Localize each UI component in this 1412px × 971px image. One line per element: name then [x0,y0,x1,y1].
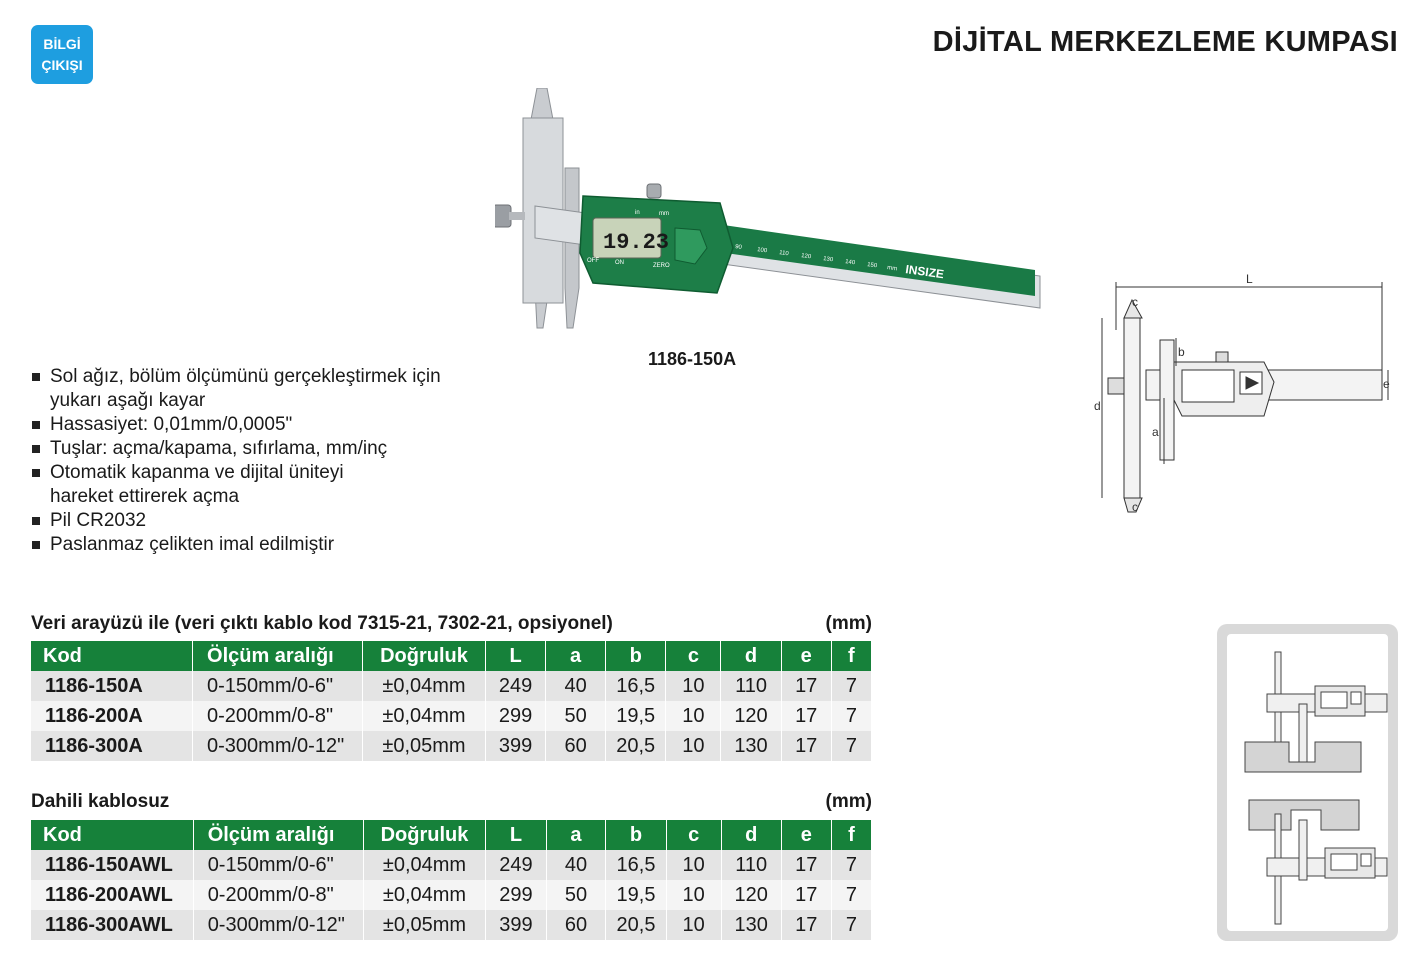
usage-illustrations [1227,634,1388,931]
label-L: L [1246,272,1253,286]
scale-label: 120 [800,253,812,261]
label-d: d [1094,399,1101,413]
header-range: Ölçüm aralığı [193,641,363,671]
table-row [31,701,872,731]
scale-label: 140 [844,259,856,267]
on-label: ON [615,260,624,266]
cell-accuracy: ±0,05mm [363,731,486,761]
header-c: c [666,641,721,671]
feature-text: Paslanmaz çelikten imal edilmiştir [50,534,335,555]
cell-c: 10 [666,671,721,701]
scale-label: mm [886,265,898,273]
label-e: e [1383,377,1390,391]
cell-range: 0-150mm/0-6" [193,671,363,701]
cell-b: 19,5 [606,701,666,731]
diagram-jaw [1160,340,1174,460]
scale-label: 100 [756,247,768,255]
feature-text: Hassasiyet: 0,01mm/0,0005" [50,414,293,435]
scale-label: 110 [778,250,790,258]
label-c-bottom: c [1132,500,1138,514]
feature-item [30,437,510,461]
photo-caption: 1186-150A [648,349,737,369]
header-kod: Kod [31,820,193,850]
feature-item [30,365,510,413]
cell-L: 249 [486,850,546,880]
cell-e: 17 [781,701,831,731]
cell-e: 17 [781,850,831,880]
header-range: Ölçüm aralığı [193,820,363,850]
cell-L: 249 [485,671,545,701]
header-f: f [831,820,871,850]
cell-a: 60 [546,910,606,940]
table-row [31,731,872,761]
section1-unit: (mm) [825,613,872,634]
cell-c: 10 [666,731,721,761]
feature-text: Sol ağız, bölüm ölçümünü gerçekleştirmek için [50,366,441,387]
table-row [31,880,872,910]
dimension-diagram [1086,270,1396,520]
unit-in-label: in [635,210,640,216]
cell-range: 0-200mm/0-8" [193,880,363,910]
feature-item [30,461,510,509]
clamp-screw [509,212,525,220]
feature-item [30,509,510,533]
header-e: e [781,641,831,671]
table-row [31,850,872,880]
cell-c: 10 [666,910,721,940]
header-d: d [721,820,781,850]
page-title: DİJİTAL MERKEZLEME KUMPASI [932,26,1398,58]
cell-f: 7 [831,671,871,701]
cell-range: 0-300mm/0-12" [193,910,363,940]
cell-a: 60 [546,731,606,761]
header-L: L [486,820,546,850]
diagram-knob [1108,378,1124,394]
cell-f: 7 [831,910,871,940]
cell-L: 399 [486,910,546,940]
cell-f: 7 [831,731,871,761]
scale-label: 130 [822,256,834,264]
spec-table-data-interface [31,641,872,761]
header-b: b [606,820,666,850]
cell-a: 40 [546,671,606,701]
feature-text: Tuşlar: açma/kapama, sıfırlama, mm/inç [50,438,388,459]
feature-item [30,413,510,437]
right-jaw [565,168,579,328]
cell-kod: 1186-300A [31,731,193,761]
usage-illustration-panel [1217,624,1398,941]
unit-mm-label: mm [659,211,669,217]
cell-accuracy: ±0,04mm [363,701,486,731]
cell-range: 0-200mm/0-8" [193,701,363,731]
cell-accuracy: ±0,05mm [363,910,486,940]
usage-jaw-top [1299,704,1307,762]
off-label: OFF [587,258,599,264]
cell-accuracy: ±0,04mm [363,671,486,701]
section2-unit: (mm) [825,791,872,812]
cell-b: 20,5 [606,910,666,940]
cell-e: 17 [781,731,831,761]
cell-e: 17 [781,671,831,701]
header-c: c [666,820,721,850]
spec-table-wireless [31,820,872,940]
usage-lcd-top [1321,692,1347,708]
cell-c: 10 [666,850,721,880]
cell-d: 120 [721,880,781,910]
cell-e: 17 [781,880,831,910]
feature-text: hareket ettirerek açma [50,486,240,507]
header-kod: Kod [31,641,193,671]
cell-d: 120 [721,701,781,731]
cell-L: 299 [485,701,545,731]
feature-text: Pil CR2032 [50,510,147,531]
cell-range: 0-300mm/0-12" [193,731,363,761]
cell-accuracy: ±0,04mm [363,850,486,880]
cell-c: 10 [666,701,721,731]
header-a: a [546,641,606,671]
cell-b: 19,5 [606,880,666,910]
table-header-row [31,820,872,850]
cell-c: 10 [666,880,721,910]
section2-title: Dahili kablosuz [31,791,170,812]
feature-item [30,533,510,557]
section1-title: Veri arayüzü ile (veri çıktı kablo kod 7315-21, 7302-21, opsiyonel) [31,613,613,634]
usage-illustration-frame [1227,634,1388,931]
lcd-reading: 19.23 [603,230,670,255]
usage-btn-bottom [1361,854,1371,866]
header-accuracy: Doğruluk [363,820,486,850]
cell-L: 299 [486,880,546,910]
caliper-photo [495,88,1045,338]
cell-a: 50 [546,880,606,910]
usage-btn-top [1351,692,1361,704]
usage-jaw-bottom [1299,820,1307,880]
badge-line-1: BİLGİ [43,35,81,52]
header-accuracy: Doğruluk [363,641,486,671]
scale-label: 90 [734,244,743,251]
header-e: e [781,820,831,850]
brand-label: INSIZE [904,262,945,282]
cell-a: 40 [546,850,606,880]
diagram-wheel [1216,352,1228,362]
feature-list [30,365,510,557]
feature-text: Otomatik kapanma ve dijital üniteyi [50,462,344,483]
feature-text: yukarı aşağı kayar [50,390,206,411]
cell-d: 130 [721,731,781,761]
header-f: f [831,641,871,671]
header-b: b [606,641,666,671]
cell-L: 399 [485,731,545,761]
zero-label: ZERO [653,263,670,269]
table-row [31,910,872,940]
usage-lcd-bottom [1331,854,1357,870]
cell-f: 7 [831,880,871,910]
cell-kod: 1186-300AWL [31,910,193,940]
cell-b: 16,5 [606,671,666,701]
table-row [31,671,872,701]
label-c-top: c [1132,295,1138,309]
fine-adjust-wheel [647,184,661,198]
cell-accuracy: ±0,04mm [363,880,486,910]
cell-f: 7 [831,701,871,731]
header-d: d [721,641,781,671]
diagram-lcd [1182,370,1234,402]
cell-d: 110 [721,850,781,880]
scale-label: 150 [866,262,878,270]
badge-line-2: ÇIKIŞI [41,56,83,73]
cell-kod: 1186-200AWL [31,880,193,910]
cell-b: 16,5 [606,850,666,880]
cell-f: 7 [831,850,871,880]
info-output-badge [31,25,93,84]
cell-range: 0-150mm/0-6" [193,850,363,880]
header-a: a [546,820,606,850]
diagram-depth-bar [1124,318,1140,498]
table-header-row [31,641,872,671]
cell-d: 110 [721,671,781,701]
clamp-knob [495,205,511,227]
cell-a: 50 [546,701,606,731]
label-b: b [1178,345,1185,359]
cell-e: 17 [781,910,831,940]
header-L: L [485,641,545,671]
cell-kod: 1186-150AWL [31,850,193,880]
cell-kod: 1186-150A [31,671,193,701]
cell-kod: 1186-200A [31,701,193,731]
cell-b: 20,5 [606,731,666,761]
cell-d: 130 [721,910,781,940]
label-a: a [1152,425,1159,439]
